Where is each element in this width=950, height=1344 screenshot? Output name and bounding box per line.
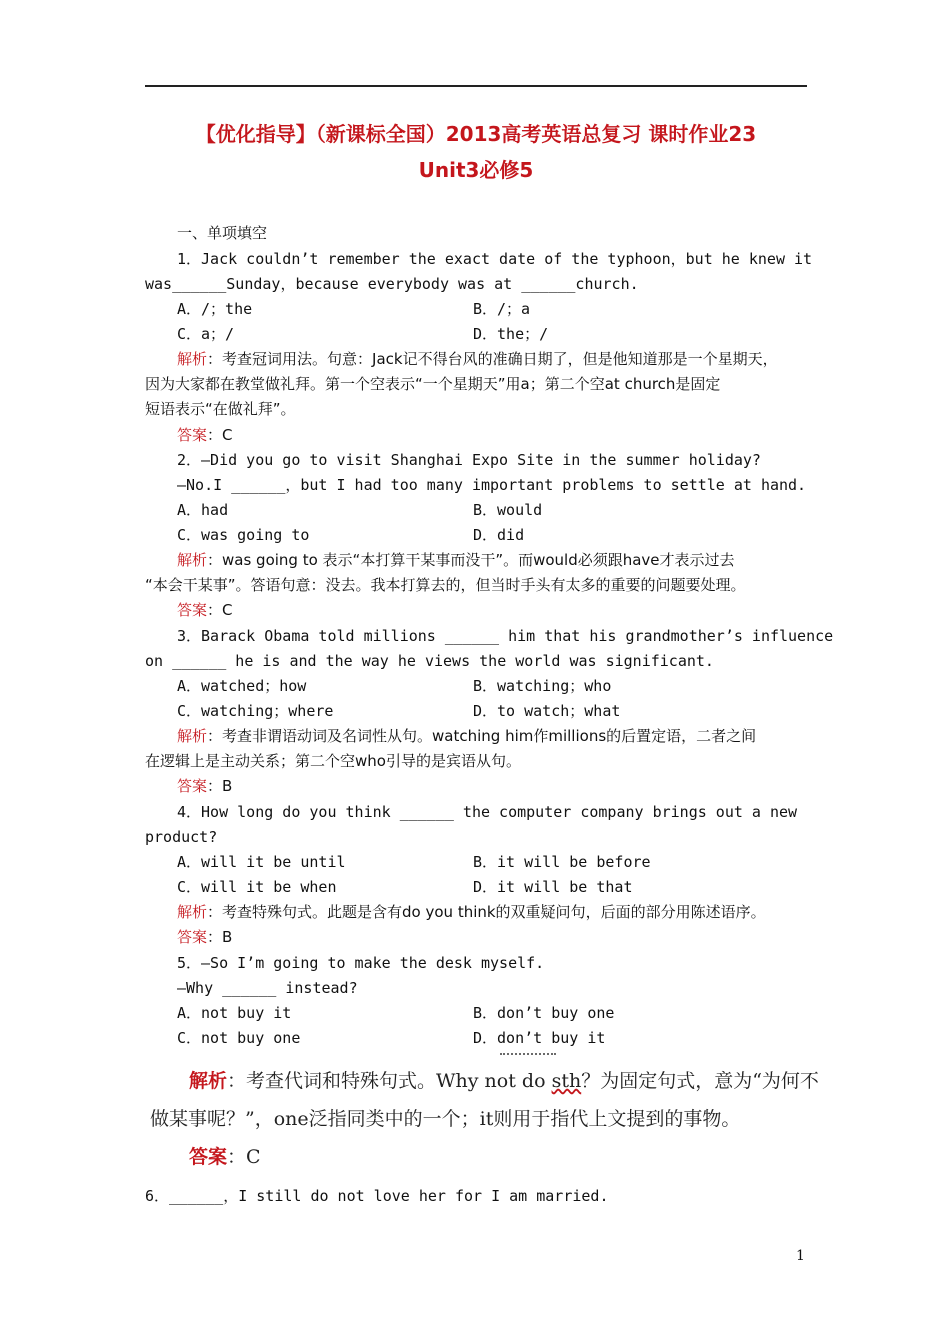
q5-stem-line1: 5．—So I’m going to make the desk myself. — [177, 954, 545, 972]
q1-explanation-line2: 因为大家都在教堂做礼拜。第一个空表示“一个星期天”用a；第二个空at church是固定 — [145, 375, 721, 393]
q1-option-c: C．a；/ — [177, 325, 235, 343]
q5-answer-label: 答案 — [189, 1146, 228, 1168]
q2-stem-line2: —No.I ______，but I had too many important problems to settle at hand. — [177, 476, 807, 494]
q3-stem-line1: 3．Barack Obama told millions ______ him that his grandmother’s influence — [177, 627, 834, 645]
q5-explanation-line2: 做某事呢？”，one泛指同类中的一个；it则用于指代上文提到的事物。 — [150, 1108, 741, 1130]
q6-stem-line1: 6．______，I still do not love her for I am married. — [145, 1187, 609, 1205]
section-heading: 一、单项填空 — [177, 224, 268, 242]
q5-option-b: B．don’t buy one — [473, 1004, 615, 1022]
q3-explanation-label: 解析 — [177, 727, 208, 745]
q3-explanation-line2: 在逻辑上是主动关系；第二个空who引导的是宾语从句。 — [145, 752, 521, 770]
q5-stem-line2: —Why ______ instead? — [177, 979, 358, 997]
q4-stem-line2: product? — [145, 828, 218, 846]
q2-option-b: B．would — [473, 501, 543, 519]
q1-answer: 答案：C — [177, 426, 233, 444]
q3-explanation-line1: 解析：考查非谓语动词及名词性从句。watching him作millions的后置定语，二者之间 — [177, 727, 757, 745]
page-number: 1 — [796, 1248, 805, 1264]
header-rule — [145, 85, 807, 87]
q4-option-d: D．it will be that — [473, 878, 633, 896]
q2-stem-line1: 2．—Did you go to visit Shanghai Expo Site in the summer holiday? — [177, 451, 761, 469]
q2-answer: 答案：C — [177, 601, 233, 619]
q4-option-c: C．will it be when — [177, 878, 337, 896]
q3-option-c: C．watching；where — [177, 702, 334, 720]
q3-option-d: D．to watch；what — [473, 702, 621, 720]
document-title-line1: 【优化指导】（新课标全国）2013高考英语总复习 课时作业23 — [195, 122, 757, 146]
q3-answer-label: 答案 — [177, 777, 208, 795]
q5-option-d: D．don’t buy it — [473, 1029, 606, 1047]
q2-option-c: C．was going to — [177, 526, 310, 544]
q5-explanation-label: 解析 — [189, 1070, 228, 1092]
q1-answer-label: 答案 — [177, 426, 208, 444]
q2-option-a: A．had — [177, 501, 229, 519]
document-title-line2: Unit3必修5 — [418, 158, 534, 182]
q4-stem-line1: 4．How long do you think ______ the computer company brings out a new — [177, 803, 798, 821]
q5-explanation-line1: 解析：考查代词和特殊句式。Why not do sth？为固定句式，意为“为何不 — [189, 1070, 819, 1092]
q1-option-b: B．/；a — [473, 300, 531, 318]
q1-stem-line2: was______Sunday，because everybody was at ______church. — [145, 275, 639, 293]
q2-explanation-line1: 解析：was going to 表示“本打算干某事而没干”。而would必须跟have才表示过去 — [177, 551, 735, 569]
q4-explanation-label: 解析 — [177, 903, 208, 921]
q2-explanation-line2: “本会干某事”。答语句意：没去。我本打算去的，但当时手头有太多的重要的问题要处理。 — [145, 576, 746, 594]
q1-explanation-label: 解析 — [177, 350, 208, 368]
q5-answer: 答案：C — [189, 1146, 261, 1168]
q5-option-c: C．not buy one — [177, 1029, 301, 1047]
q1-explanation-line1: 解析：考查冠词用法。句意：Jack记不得台风的准确日期了，但是他知道那是一个星期天， — [177, 350, 778, 368]
q1-option-d: D．the；/ — [473, 325, 549, 343]
q2-explanation-label: 解析 — [177, 551, 208, 569]
q1-explanation-line3: 短语表示“在做礼拜”。 — [145, 400, 296, 418]
q2-option-d: D．did — [473, 526, 525, 544]
q4-option-b: B．it will be before — [473, 853, 651, 871]
q4-option-a: A．will it be until — [177, 853, 346, 871]
q2-answer-label: 答案 — [177, 601, 208, 619]
q1-option-a: A．/；the — [177, 300, 253, 318]
q1-stem-line1: 1．Jack couldn’t remember the exact date of the typhoon，but he knew it — [177, 250, 813, 268]
q5-option-a: A．not buy it — [177, 1004, 292, 1022]
q4-answer-label: 答案 — [177, 928, 208, 946]
q4-explanation-line1: 解析：考查特殊句式。此题是含有do you think的双重疑问句，后面的部分用陈述语序。 — [177, 903, 766, 921]
q3-option-b: B．watching；who — [473, 677, 612, 695]
q3-stem-line2: on ______ he is and the way he views the world was significant. — [145, 652, 714, 670]
dotted-mark — [500, 1053, 556, 1055]
q3-answer: 答案：B — [177, 777, 233, 795]
q3-option-a: A．watched；how — [177, 677, 307, 695]
q4-answer: 答案：B — [177, 928, 233, 946]
